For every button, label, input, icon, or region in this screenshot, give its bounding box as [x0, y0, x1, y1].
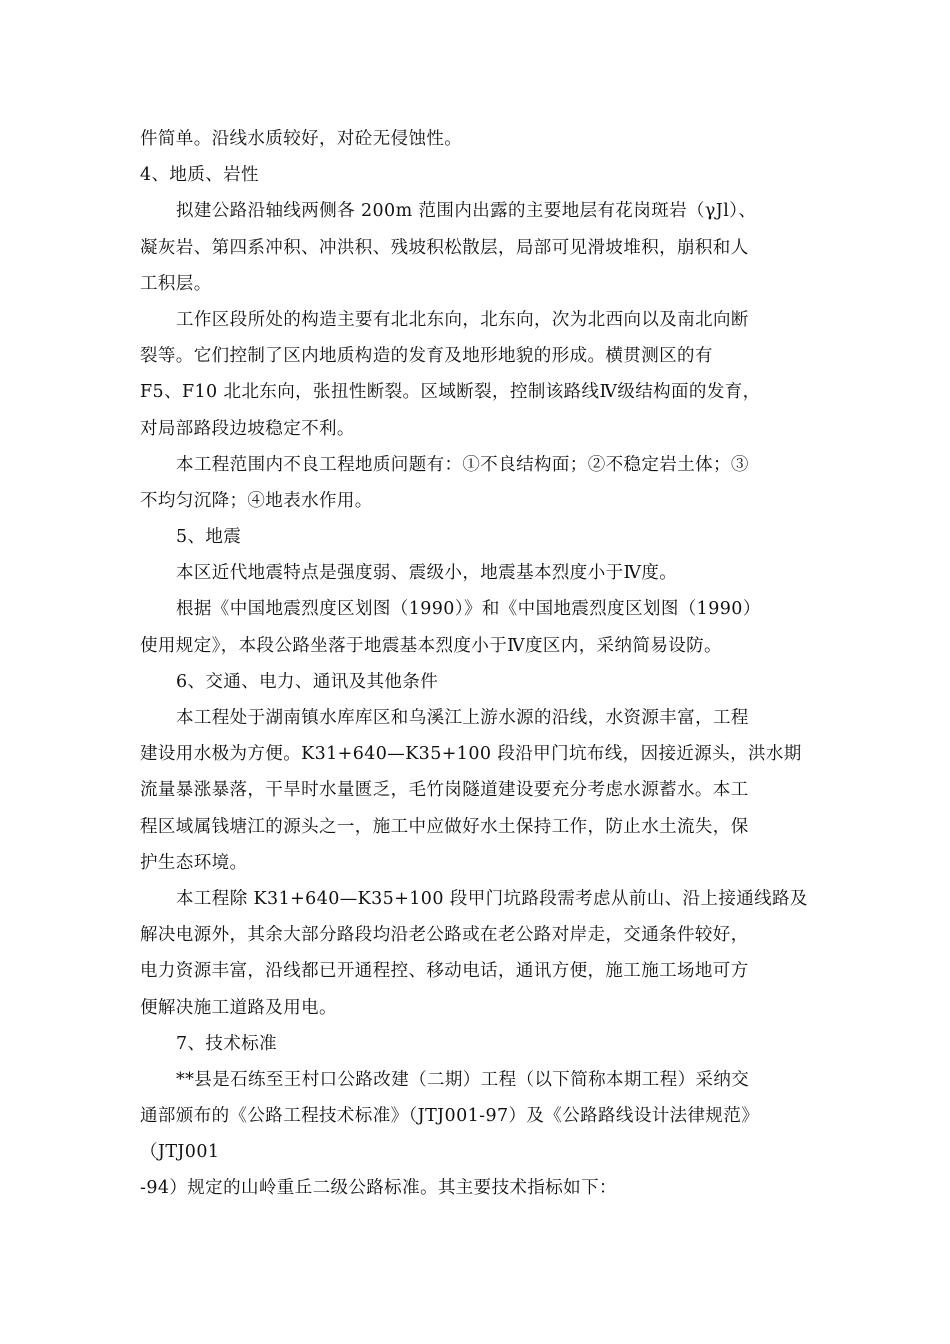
- document-body: [140, 121, 810, 1207]
- text-line: 5、地震: [176, 527, 242, 548]
- text-line: 解决电源外，其余大部分路段均沿老公路或在老公路对岸走，交通条件较好，: [140, 925, 749, 946]
- text-line: （JTJ001: [140, 1142, 220, 1163]
- text-line: 程区域属钱塘江的源头之一，施工中应做好水土保持工作，防止水土流失，保: [140, 816, 749, 837]
- text-line: 通部颁布的《公路工程技术标准》（JTJ001-97）及《公路路线设计法律规范》: [140, 1106, 760, 1127]
- text-line: 护生态环境。: [140, 852, 248, 873]
- text-line: 4、地质、岩性: [140, 165, 259, 186]
- text-line: 本工程范围内不良工程地质问题有：①不良结构面；②不稳定岩土体；③: [176, 454, 749, 475]
- text-line: 使用规定》，本段公路坐落于地震基本烈度小于Ⅳ度区内，采纳简易设防。: [140, 635, 722, 656]
- text-line: 裂等。它们控制了区内地质构造的发育及地形地貌的形成。横贯测区的有: [140, 346, 713, 367]
- text-line: 本工程处于湖南镇水库库区和乌溪江上游水源的沿线，水资源丰富，工程: [176, 708, 749, 728]
- text-line: 根据《中国地震烈度区划图（1990）》和《中国地震烈度区划图（1990）: [176, 599, 761, 620]
- text-line: -94）规定的山岭重丘二级公路标准。其主要技术指标如下：: [140, 1178, 617, 1199]
- text-line: 不均匀沉降；④地表水作用。: [140, 490, 373, 511]
- text-line: 6、交通、电力、通讯及其他条件: [176, 671, 439, 692]
- text-line: 工作区段所处的构造主要有北北东向，北东向，次为北西向以及南北向断: [176, 309, 749, 330]
- text-line: 对局部路段边坡稳定不利。: [140, 418, 355, 439]
- text-line: 建设用水极为方便。K31+640—K35+100 段沿甲门坑布线，因接近源头，洪水期: [140, 744, 802, 765]
- text-line: 件简单。沿线水质较好，对砼无侵蚀性。: [140, 129, 463, 149]
- text-line: **县是石练至王村口公路改建（二期）工程（以下简称本期工程）采纳交: [176, 1069, 750, 1090]
- text-line: 电力资源丰富，沿线都已开通程控、移动电话，通讯方便，施工施工场地可方: [140, 961, 749, 982]
- text-line: 凝灰岩、第四系冲积、冲洪积、残坡积松散层，局部可见滑坡堆积，崩积和人: [140, 237, 749, 258]
- text-line: 便解决施工道路及用电。: [140, 997, 337, 1018]
- text-line: 本工程除 K31+640—K35+100 段甲门坑路段需考虑从前山、沿上接通线路及: [176, 888, 808, 909]
- text-line: 拟建公路沿轴线两侧各 200m 范围内出露的主要地层有花岗斑岩（γJl）、: [176, 201, 757, 222]
- text-line: 本区近代地震特点是强度弱、震级小，地震基本烈度小于Ⅳ度。: [176, 563, 678, 584]
- text-line: 7、技术标准: [176, 1033, 278, 1054]
- text-line: 流量暴涨暴落，干旱时水量匮乏，毛竹岗隧道建设要充分考虑水源蓄水。本工: [140, 780, 749, 801]
- text-line: 工积层。: [140, 273, 212, 294]
- text-line: F5、F10 北北东向，张扭性断裂。区域断裂，控制该路线Ⅳ级结构面的发育，: [140, 382, 761, 403]
